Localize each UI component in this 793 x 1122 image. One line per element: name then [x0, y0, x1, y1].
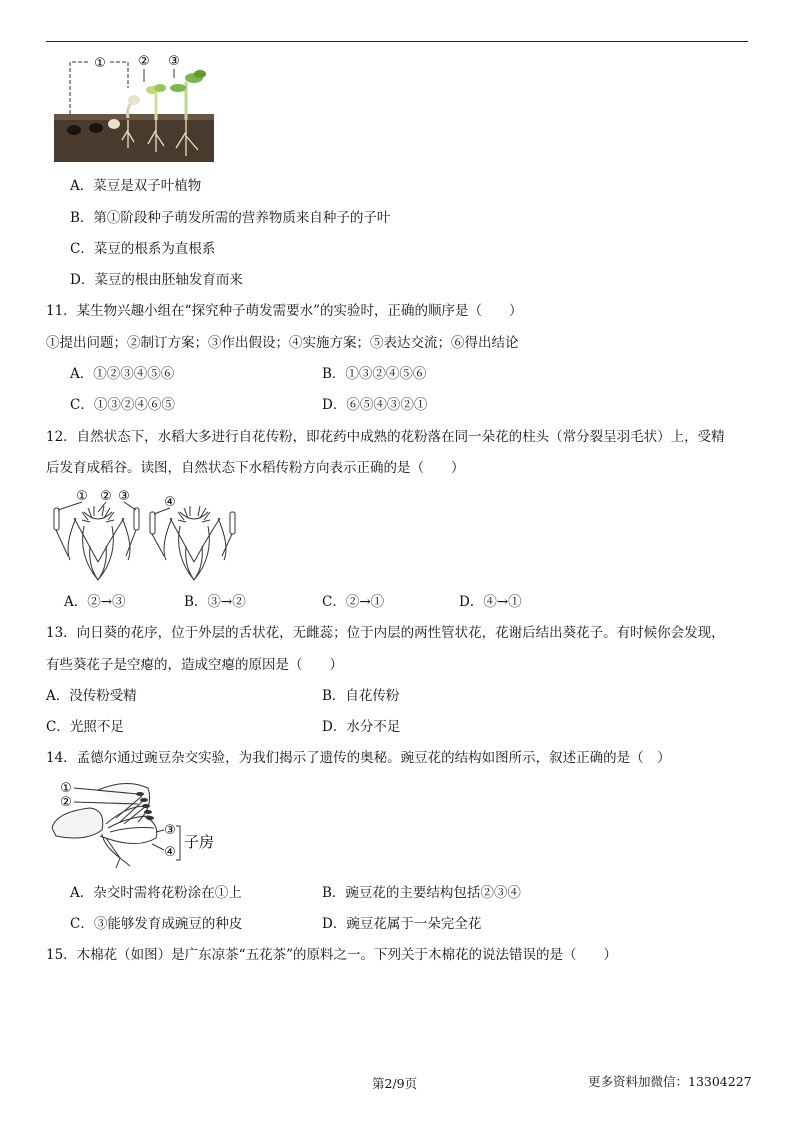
q13-option-d: D．水分不足	[322, 719, 401, 735]
q11-option-b: B．①③②④⑤⑥	[322, 366, 427, 382]
rice-label-1: ①	[76, 489, 88, 504]
pea-label-4: ④	[164, 845, 176, 860]
q11-option-c: C．①③②④⑥⑤	[70, 397, 175, 413]
q13-stem-line-1: 13．向日葵的花序，位于外层的舌状花，无雌蕊；位于内层的两性管状花，花谢后结出葵花子。有时候你会发现，	[46, 625, 725, 641]
ovary-caption: 子房	[184, 833, 215, 851]
pea-label-3: ③	[164, 823, 176, 838]
q14-option-c: C．③能够发育成豌豆的种皮	[70, 916, 243, 932]
q14-option-a: A．杂交时需将花粉涂在①上	[70, 885, 242, 901]
soil-layer	[54, 116, 214, 162]
rice-flower-figure	[48, 486, 244, 586]
q12-option-c: C．②→①	[322, 594, 385, 610]
q11-option-d: D．⑥⑤④③②①	[322, 397, 428, 413]
rice-label-4: ④	[164, 495, 176, 510]
q14-stem: 14．孟德尔通过豌豆杂交实验，为我们揭示了遗传的奥秘。豌豆花的结构如图所示，叙述正确的是（ ）	[46, 750, 671, 766]
q15-stem: 15．木棉花（如图）是广东凉茶“五花茶”的原料之一。下列关于木棉花的说法错误的是（ ）	[46, 947, 617, 963]
q12-option-b: B．③→②	[184, 594, 246, 610]
q11-option-a: A．①②③④⑤⑥	[70, 366, 175, 382]
page-number: 第2/9页	[372, 1076, 418, 1091]
footer-promo: 更多资料加微信：13304227	[588, 1074, 752, 1089]
q11-stem: 11．某生物兴趣小组在“探究种子萌发需要水”的实验时，正确的顺序是（ ）	[46, 303, 523, 319]
pea-label-2: ②	[60, 795, 72, 810]
q12-stem-line-1: 12．自然状态下，水稻大多进行自花传粉，即花药中成熟的花粉落在同一朵花的柱头（常分裂呈羽毛状）上，受精	[46, 429, 725, 445]
q14-option-d: D．豌豆花属于一朵完全花	[322, 916, 482, 932]
q10-option-c: C．菜豆的根系为直根系	[70, 241, 216, 257]
stage-2-label: ②	[138, 54, 150, 69]
stage-3-label: ③	[168, 54, 180, 69]
q12-option-a: A．②→③	[64, 594, 126, 610]
q13-option-c: C．光照不足	[46, 719, 124, 735]
q10-option-d: D．菜豆的根由胚轴发育而来	[70, 272, 243, 288]
pea-flower-figure	[46, 776, 226, 872]
rice-label-2: ②	[100, 489, 112, 504]
pea-label-1: ①	[60, 781, 72, 796]
q13-option-a: A．没传粉受精	[46, 688, 137, 704]
q13-stem-line-2: 有些葵花子是空瘪的，造成空瘪的原因是（ ）	[46, 657, 343, 673]
q12-stem-line-2: 后发育成稻谷。读图，自然状态下水稻传粉方向表示正确的是（ ）	[46, 460, 465, 476]
header-rule	[46, 41, 748, 42]
stage-1-label: ①	[94, 56, 106, 71]
q14-option-b: B．豌豆花的主要结构包括②③④	[322, 885, 521, 901]
q11-steps: ①提出问题；②制订方案；③作出假设；④实施方案；⑤表达交流；⑥得出结论	[46, 335, 519, 351]
q10-option-b: B．第①阶段种子萌发所需的营养物质来自种子的子叶	[70, 210, 391, 226]
seed-germination-figure	[52, 48, 218, 164]
rice-label-3: ③	[118, 489, 130, 504]
q13-option-b: B．自花传粉	[322, 688, 400, 704]
q12-option-d: D．④→①	[459, 594, 522, 610]
q10-option-a: A．菜豆是双子叶植物	[70, 178, 202, 194]
